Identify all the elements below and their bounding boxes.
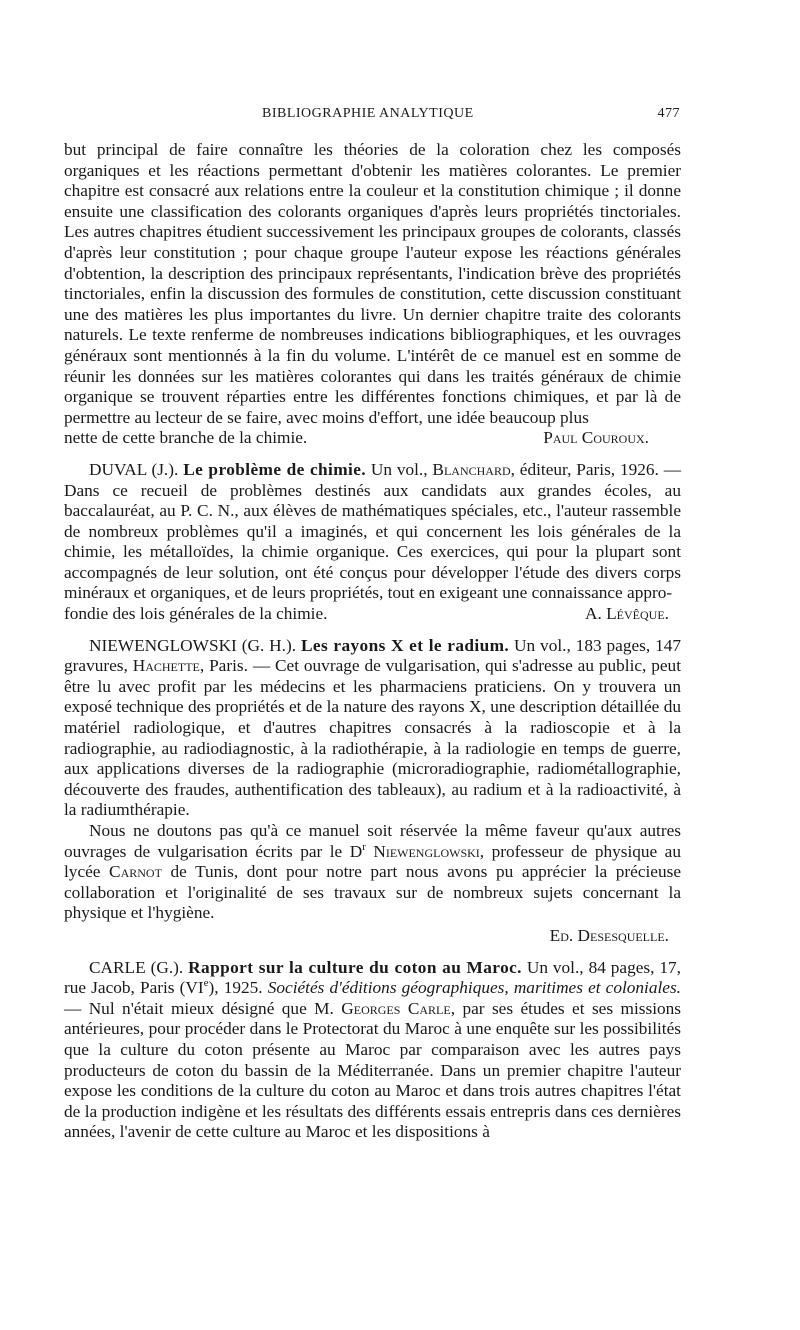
review-paragraph: Nous ne doutons pas qu'à ce manuel soit réservée la même faveur qu'aux autres ouvrages de vulgarisation écrits par le $D^r$ Niewenglowski, professeur de physique au lycée Carnot de Tunis, dont pour notre part nous avons pu apprécier la précieuse collaboration et l'originalité de ses travaux sur de nombreux sujets concernant la physique et l'hygiène.: [64, 821, 681, 923]
review-entry-duval: DUVAL (J.). Le problème de chimie. Un vol., Blanchard, éditeur, Paris, 1926. — Dans ce recueil de problèmes destinés aux candidats aux grandes écoles, au baccalauréat, au P. C. N., aux élèves de mathématiques spéciales, etc., l'auteur rassemble de nombreux problèmes qu'il a imaginés, et qui concernent les lois générales de la chimie, les métalloïdes, la chimie organique. Ces exercices, qui pour la plupart sont accompagnés de leur solution, ont été conçus pour développer l'étude des divers corps minéraux et organiques, et de leurs propriétés, tout en exigeant une connaissance appro-: [64, 459, 681, 603]
review-last-line: fondie des lois générales de la chimie.: [64, 604, 328, 624]
book-title: Les rayons X et le radium.: [300, 635, 510, 655]
review-last-line: nette de cette branche de la chimie.: [64, 428, 308, 448]
book-author: DUVAL (J.).: [89, 459, 179, 479]
review-closing-line: [64, 428, 681, 449]
reviewer-signature: Ed. Desesquelle.: [549, 925, 669, 945]
review-entry-carle: CARLE (G.). Rapport sur la culture du coton au Maroc. Un vol., 84 pages, 17, rue Jacob, Paris (VIe), 1925. Sociétés d'éditions géographiques, maritimes et coloniales. — Nul n'était mieux désigné que M. Georges Carle, par ses études et ses missions antérieures, pour procéder dans le Protectorat du Maroc à une enquête sur les possibilités que la culture du coton présente au Maroc par comparaison avec les autres pays producteurs de coton du bassin de la Méditerranée. Dans un premier chapitre l'auteur expose les conditions de la culture du coton au Maroc et dans trois autres chapitres l'état de la production indigène et les résultats des différents essais entrepris dans ces dernières années, l'avenir de cette culture au Maroc et les dispositions à: [64, 957, 682, 1142]
review-text: Cet ouvrage de vulgarisation, qui s'adresse au public, peut être lu avec profit par les médecins et les pharmaciens praticiens. On y trouvera un exposé technique des propriétés et de la nature des rayons X, une description détaillée du matériel radiologique, et d'autres chapitres consacrés à la radioscopie et à la radiographie, au radiodiagnostic, à la radiothérapie, à la radiologie en temps de guerre, aux applications diverses de la radiographie (microradiographie, radiométallographie, découverte des fraudes, authentification des tableaux), au radium et à la radioactivité, à la radiumthérapie.: [64, 656, 682, 820]
review-closing-line: [64, 604, 681, 625]
publisher-series: Sociétés d'éditions géographiques, maritimes et coloniales.: [267, 978, 682, 998]
review-text: , par ses études et ses missions antérieures, pour procéder dans le Protectorat du Maroc à une enquête sur les possibilités que la culture du coton présente au Maroc par comparaison avec les autres pays producteurs de coton du bassin de la Méditerranée. Dans un premier chapitre l'auteur expose les conditions de la culture du coton au Maroc et dans trois autres chapitres l'état de la production indigène et les résultats des différents essais entrepris dans ces dernières années, l'avenir de cette culture au Maroc et les dispositions à: [64, 998, 681, 1142]
book-author: CARLE (G.).: [89, 957, 184, 977]
page-number: 477: [657, 106, 680, 121]
reviewer-signature: Paul Couroux.: [543, 428, 649, 448]
review-continuation-text: but principal de faire connaître les théories de la coloration chez les composés organiques et les réactions permettant d'obtenir les matières colorantes. Le premier chapitre est consacré aux relations entre la couleur et la constitution chimique ; il donne ensuite une classification des colorants organiques d'après leurs propriétés tinctoriales. Les autres chapitres étudient successivement les principaux groupes de colorants, classés d'après leur constitution ; pour chaque groupe l'auteur expose les réactions générales d'obtention, la description des principaux représentants, l'indication brève des propriétés tinctoriales, enfin la discussion des formules de constitution, cette discussion constituant une des matières les plus importantes du livre. Un dernier chapitre traite des colorants naturels. Le texte renferme de nombreuses indications bibliographiques, et les ouvrages généraux sont mentionnés à la fin du volume. L'intérêt de ce manuel est en somme de réunir les données sur les matières colorantes qui dans les traités généraux de chimie organique se trouvent réparties entre les différentes fonctions chimiques, et par là de permettre au lecteur de se faire, avec moins d'effort, une idée beaucoup plus: [64, 140, 681, 427]
page-body: [64, 140, 681, 1143]
reviewer-signature: A. Lévêque.: [585, 604, 669, 624]
person-name: Georges Carle: [341, 998, 451, 1018]
book-title: Le problème de chimie.: [183, 459, 367, 479]
running-title: BIBLIOGRAPHIE ANALYTIQUE: [262, 106, 474, 121]
review-entry-niewenglowski: NIEWENGLOWSKI (G. H.). Les rayons X et le radium. Un vol., 183 pages, 147 gravures, Hachette, Paris. — Cet ouvrage de vulgarisation, qui s'adresse au public, peut être lu avec profit par les médecins et les pharmaciens praticiens. On y trouvera un exposé technique des propriétés et de la nature des rayons X, une description détaillée du matériel radiologique, et d'autres chapitres consacrés à la radioscopie et à la radiographie, au radiodiagnostic, à la radiothérapie, à la radiologie en temps de guerre, aux applications diverses de la radiographie (microradiographie, radiométallographie, découverte des fraudes, authentification des tableaux), au radium et à la radioactivité, à la radiumthérapie.: [64, 635, 682, 820]
review-text: Dans ce recueil de problèmes destinés aux candidats aux grandes écoles, au baccalauréat, au P. C. N., aux élèves de mathématiques spéciales, etc., l'auteur rassemble de nombreux problèmes qu'il a imaginés, et qui concernent les lois générales de la chimie, les métalloïdes, la chimie organique. Ces exercices, qui pour la plupart sont accompagnés de leur solution, ont été conçus pour développer l'étude des divers corps minéraux et organiques, et de leurs propriétés, tout en exigeant une connaissance appro-: [64, 480, 681, 603]
publisher-name: Hachette: [132, 656, 200, 676]
publisher-name: Blanchard: [432, 459, 511, 479]
book-author: NIEWENGLOWSKI (G. H.).: [89, 635, 297, 655]
book-title: Rapport sur la culture du coton au Maroc.: [188, 957, 522, 977]
